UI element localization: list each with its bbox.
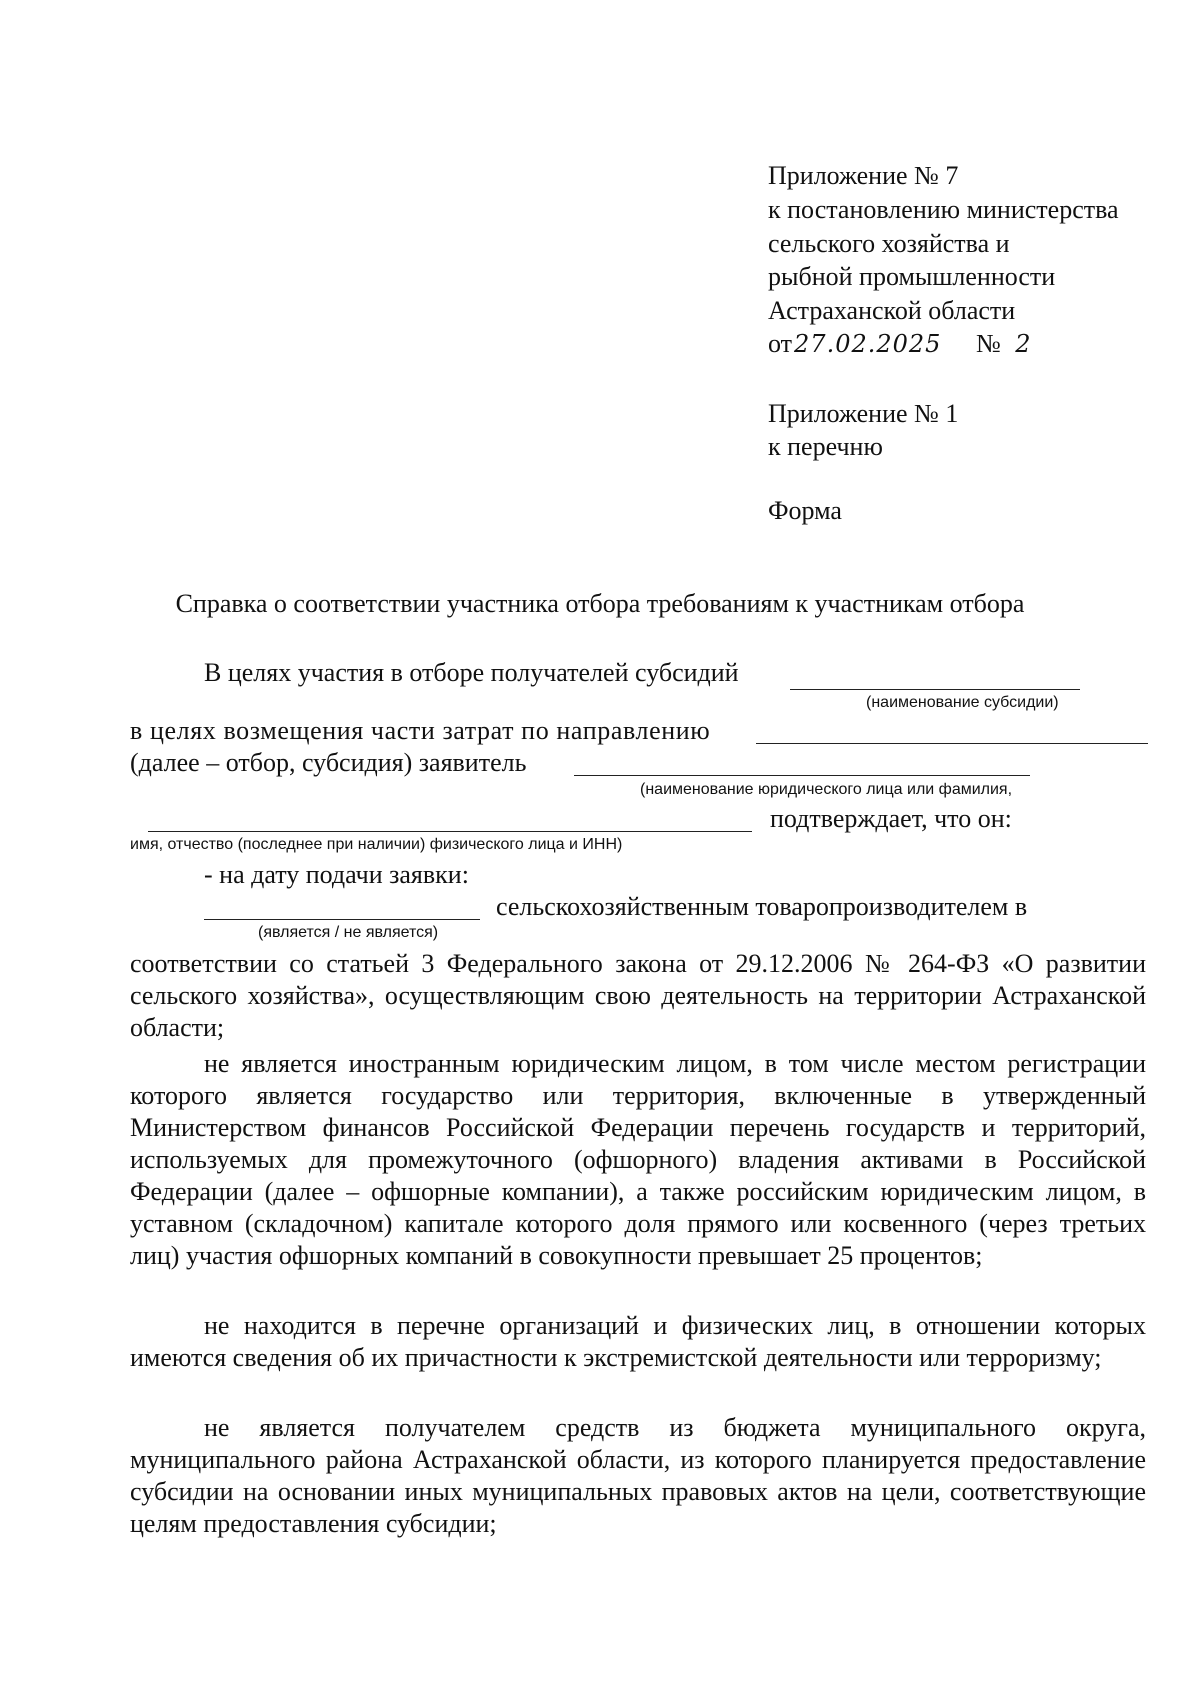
subsidy-name-blank <box>790 689 1080 690</box>
intro-text: В целях участия в отборе получателей субсидий <box>204 658 739 687</box>
direction-blank <box>756 743 1148 744</box>
paragraph-municipal-budget <box>130 1412 1146 1540</box>
appendix-1-header <box>768 398 1068 468</box>
appendix-7-line: к постановлению министерства <box>768 195 1119 224</box>
appendix-7-line: рыбной промышленности <box>768 262 1056 291</box>
document-title: Справка о соответствии участника отбора требованиям к участникам отбора <box>175 589 1025 618</box>
paragraph-offshore <box>130 1048 1146 1272</box>
appendix-7-line: Астраханской области <box>768 296 1016 325</box>
paragraph-extremism-text: не находится в перечне организаций и физических лиц, в отношении которых имеются сведения об их причастности к экстремистской деятельности или терроризму; <box>130 1311 1146 1372</box>
applicant-text: (далее – отбор, субсидия) заявитель <box>130 748 527 777</box>
appendix-1-line: Приложение № 1 <box>768 399 959 428</box>
producer-text: сельскохозяйственным товаропроизводителем в <box>496 892 1028 921</box>
is-isnot-blank <box>204 919 480 920</box>
date-prefix: от <box>768 329 793 358</box>
handwritten-date: 27.02.2025 <box>794 330 942 358</box>
confirms-text: подтверждает, что он: <box>770 804 1012 833</box>
paragraph-offshore-text: не является иностранным юридическим лицом, в том числе местом регистрации которого является государство или территория, включенные в утвержденный Министерством финансов Российской Федерации перечень государств и территорий, используемых для промежуточного (офшорного) владения активами в Российской Федерации (далее – офшорные компании), а также российским юридическим лицом, в уставном (складочном) капитале которого доля прямого или косвенного (через третьих лиц) участия офшорных компаний в совокупности превышает 25 процентов; <box>130 1049 1146 1270</box>
hint-is-isnot: (является / не является) <box>258 924 439 941</box>
applicant-blank-2 <box>148 831 752 832</box>
decree-date-line <box>768 328 1032 360</box>
direction-text: в целях возмещения части затрат по направлению <box>130 716 711 745</box>
paragraph-extremism <box>130 1310 1146 1374</box>
hint-applicant-1: (наименование юридического лица или фамилия, <box>640 781 1013 798</box>
appendix-7-line: сельского хозяйства и <box>768 229 1010 258</box>
hint-applicant-2: имя, отчество (последнее при наличии) физического лица и ИНН) <box>130 836 623 853</box>
hint-subsidy: (наименование субсидии) <box>866 694 1059 711</box>
form-label: Форма <box>768 496 842 525</box>
appendix-1-line: к перечню <box>768 432 883 461</box>
paragraph-municipal-budget-text: не является получателем средств из бюджета муниципального округа, муниципального района Астраханской области, из которого планируется предоставление субсидии на основании иных муниципальных правовых актов на цели, соответствующие целям предоставления субсидии; <box>130 1413 1146 1538</box>
number-prefix: № <box>975 329 1001 358</box>
paragraph-producer-status: соответствии со статьей 3 Федерального закона от 29.12.2006 № 264-ФЗ «О развитии сельского хозяйства», осуществляющим свою деятельность на территории Астраханской области; <box>130 949 1146 1042</box>
appendix-7-line: Приложение № 7 <box>768 161 959 190</box>
date-of-application-text: - на дату подачи заявки: <box>204 860 469 889</box>
handwritten-number: 2 <box>1015 330 1032 358</box>
applicant-blank <box>574 775 1030 776</box>
appendix-7-header <box>768 160 1188 370</box>
